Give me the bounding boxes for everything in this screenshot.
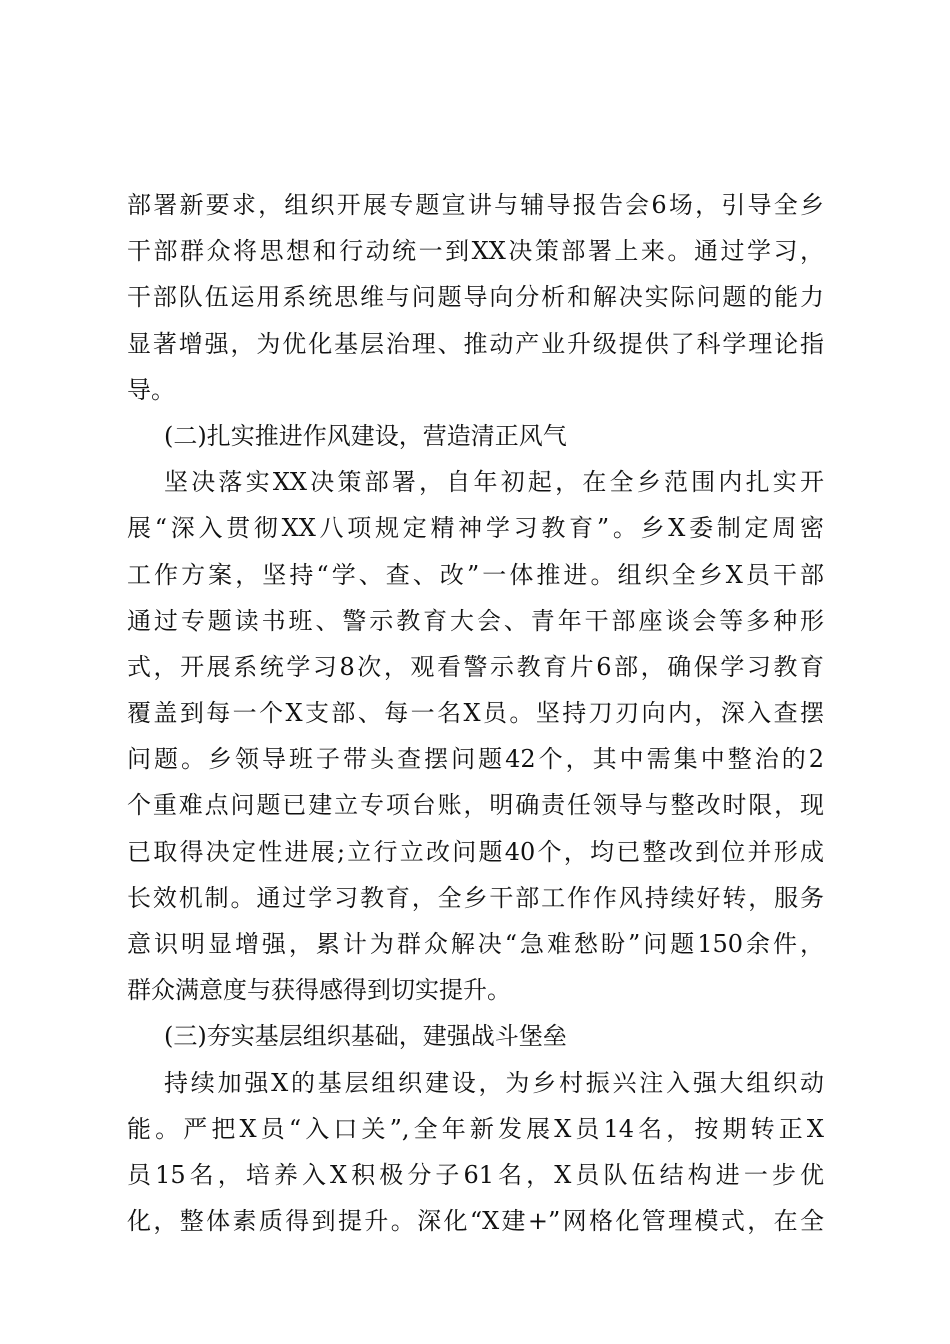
text-line: 通过专题读书班、警示教育大会、青年干部座谈会等多种形 bbox=[127, 606, 824, 635]
text-line: 化，整体素质得到提升。深化“X建+”网格化管理模式，在全 bbox=[127, 1207, 824, 1236]
text-line: 问题。乡领导班子带头查摆问题42个，其中需集中整治的2 bbox=[127, 745, 824, 774]
text-line: 已取得决定性进展;立行立改问题40个，均已整改到位并形成 bbox=[127, 837, 824, 866]
section-heading: (三)夯实基层组织基础，建强战斗堡垒 bbox=[164, 1022, 567, 1051]
text-line: 持续加强X的基层组织建设，为乡村振兴注入强大组织动 bbox=[164, 1068, 824, 1097]
text-line: 式，开展系统学习8次，观看警示教育片6部，确保学习教育 bbox=[127, 652, 824, 681]
section-heading: (二)扎实推进作风建设，营造清正风气 bbox=[164, 421, 567, 450]
text-line: 群众满意度与获得感得到切实提升。 bbox=[127, 976, 511, 1005]
text-line: 工作方案，坚持“学、查、改”一体推进。组织全乡X员干部 bbox=[127, 560, 824, 589]
text-line: 坚决落实XX决策部署，自年初起，在全乡范围内扎实开 bbox=[164, 468, 824, 497]
text-line: 意识明显增强，累计为群众解决“急难愁盼”问题150余件， bbox=[127, 930, 824, 958]
text-line: 能。严把X员“入口关”,全年新发展X员14名，按期转正X bbox=[127, 1114, 824, 1143]
text-line: 长效机制。通过学习教育，全乡干部工作作风持续好转，服务 bbox=[127, 883, 824, 912]
text-line: 显著增强，为优化基层治理、推动产业升级提供了科学理论指 bbox=[127, 329, 824, 358]
text-line: 导。 bbox=[127, 375, 175, 404]
document-page bbox=[127, 182, 824, 1244]
text-line: 覆盖到每一个X支部、每一名X员。坚持刀刃向内，深入查摆 bbox=[127, 699, 824, 728]
text-line: 员15名，培养入X积极分子61名，X员队伍结构进一步优 bbox=[127, 1160, 824, 1189]
text-line: 展“深入贯彻XX八项规定精神学习教育”。乡X委制定周密 bbox=[127, 514, 824, 543]
text-line: 个重难点问题已建立专项台账，明确责任领导与整改时限，现 bbox=[127, 791, 824, 820]
text-line: 干部队伍运用系统思维与问题导向分析和解决实际问题的能力 bbox=[127, 283, 824, 312]
text-line: 干部群众将思想和行动统一到XX决策部署上来。通过学习， bbox=[127, 237, 824, 266]
text-line: 部署新要求，组织开展专题宣讲与辅导报告会6场，引导全乡 bbox=[127, 191, 824, 219]
